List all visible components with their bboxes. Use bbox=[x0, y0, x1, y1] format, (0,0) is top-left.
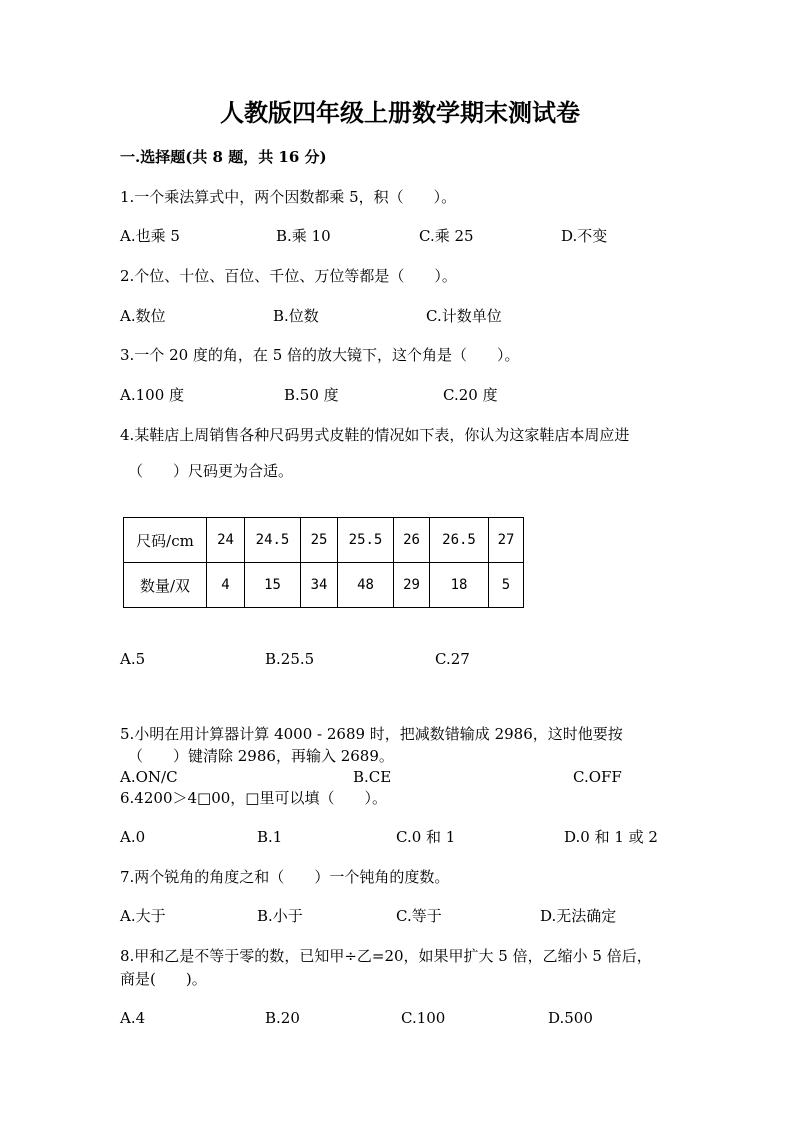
table-cell: 25 bbox=[301, 518, 338, 563]
table-cell: 34 bbox=[301, 563, 338, 608]
table-cell: 15 bbox=[245, 563, 301, 608]
question-1-stem: 1.一个乘法算式中，两个因数都乘 5，积（ ）。 bbox=[120, 188, 457, 206]
shoe-size-table bbox=[123, 517, 524, 608]
question-3-option-b: B.50 度 bbox=[284, 386, 339, 404]
question-8-stem-line-1: 8.甲和乙是不等于零的数，已知甲÷乙=20，如果甲扩大 5 倍，乙缩小 5 倍后， bbox=[120, 947, 652, 965]
question-4-option-b: B.25.5 bbox=[265, 650, 315, 668]
question-8-option-c: C.100 bbox=[401, 1009, 446, 1027]
question-5-option-b: B.CE bbox=[353, 768, 392, 786]
table-row bbox=[124, 563, 524, 608]
question-8-stem-line-2: 商是( )。 bbox=[120, 970, 207, 988]
table-cell: 数量/双 bbox=[124, 563, 207, 608]
question-7-option-a: A.大于 bbox=[120, 907, 166, 925]
table-cell: 27 bbox=[489, 518, 524, 563]
question-6-option-b: B.1 bbox=[257, 828, 283, 846]
question-6-stem: 6.4200＞4□00，□里可以填（ ）。 bbox=[120, 789, 387, 807]
table-cell: 尺码/cm bbox=[124, 518, 207, 563]
question-7-option-c: C.等于 bbox=[396, 907, 442, 925]
question-7-option-b: B.小于 bbox=[257, 907, 303, 925]
question-4-stem-line-1: 4.某鞋店上周销售各种尺码男式皮鞋的情况如下表，你认为这家鞋店本周应进 bbox=[120, 426, 630, 444]
question-7-stem: 7.两个锐角的角度之和（ ）一个钝角的度数。 bbox=[120, 868, 450, 886]
question-1-option-b: B.乘 10 bbox=[276, 227, 331, 245]
question-6-option-c: C.0 和 1 bbox=[396, 828, 456, 846]
question-1-option-c: C.乘 25 bbox=[419, 227, 474, 245]
table-cell: 26.5 bbox=[430, 518, 489, 563]
table-cell: 24.5 bbox=[245, 518, 301, 563]
table-cell: 29 bbox=[394, 563, 430, 608]
question-2-option-a: A.数位 bbox=[120, 307, 166, 325]
question-4-stem-line-2: （ ）尺码更为合适。 bbox=[128, 462, 294, 480]
question-4-option-a: A.5 bbox=[120, 650, 146, 668]
question-5-option-a: A.ON/C bbox=[120, 768, 178, 786]
table-cell: 5 bbox=[489, 563, 524, 608]
question-2-option-b: B.位数 bbox=[273, 307, 319, 325]
question-2-stem: 2.个位、十位、百位、千位、万位等都是（ ）。 bbox=[120, 267, 457, 285]
question-2-option-c: C.计数单位 bbox=[426, 307, 502, 325]
page-title: 人教版四年级上册数学期末测试卷 bbox=[220, 98, 580, 127]
table-cell: 48 bbox=[338, 563, 394, 608]
table-row bbox=[124, 518, 524, 563]
table-cell: 4 bbox=[207, 563, 245, 608]
question-5-stem-line-1: 5.小明在用计算器计算 4000 - 2689 时，把减数错输成 2986，这时他要按 bbox=[120, 725, 623, 743]
question-7-option-d: D.无法确定 bbox=[540, 907, 617, 925]
question-6-option-a: A.0 bbox=[120, 828, 146, 846]
question-5-option-c: C.OFF bbox=[573, 768, 622, 786]
question-5-stem-line-2: （ ）键清除 2986，再输入 2689。 bbox=[128, 747, 394, 765]
question-8-option-b: B.20 bbox=[265, 1009, 300, 1027]
table-cell: 25.5 bbox=[338, 518, 394, 563]
question-3-option-c: C.20 度 bbox=[443, 386, 498, 404]
question-3-option-a: A.100 度 bbox=[120, 386, 184, 404]
question-8-option-a: A.4 bbox=[120, 1009, 146, 1027]
question-1-option-d: D.不变 bbox=[561, 227, 608, 245]
table-cell: 18 bbox=[430, 563, 489, 608]
question-1-option-a: A.也乘 5 bbox=[120, 227, 180, 245]
section-heading: 一.选择题(共 8 题，共 16 分) bbox=[120, 148, 327, 166]
table-cell: 26 bbox=[394, 518, 430, 563]
question-3-stem: 3.一个 20 度的角，在 5 倍的放大镜下，这个角是（ ）。 bbox=[120, 346, 520, 364]
question-6-option-d: D.0 和 1 或 2 bbox=[564, 828, 658, 846]
question-8-option-d: D.500 bbox=[548, 1009, 593, 1027]
question-4-option-c: C.27 bbox=[435, 650, 470, 668]
table-cell: 24 bbox=[207, 518, 245, 563]
